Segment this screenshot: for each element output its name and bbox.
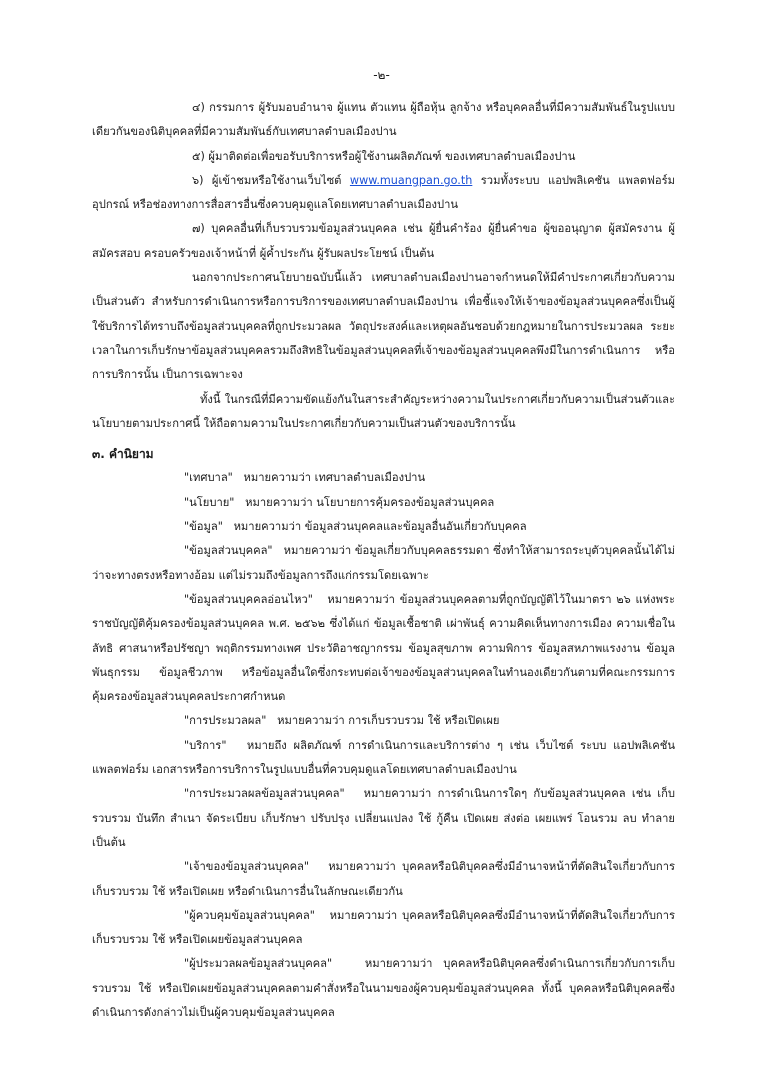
section-heading-definitions: ๓. คำนิยาม <box>92 447 154 462</box>
definition-item <box>92 782 675 855</box>
definition-item <box>92 904 675 953</box>
definition-text: หมายความว่า ข้อมูลส่วนบุคคลตามที่ถูกบัญญัติไว้ในมาตรา ๒๖ แห่งพระราชบัญญัติคุ้มครองข้อมูลส่วนบุคคล พ.ศ. ๒๕๖๒ ซึ่งได้แก่ ข้อมูลเชื้อชาติ เผ่าพันธุ์ ความคิดเห็นทางการเมือง ความเชื่อในลัทธิ ศาสนาหรือปรัชญา พฤติกรรมทางเพศ ประวัติอาชญากรรม ข้อมูลสุขภาพ ความพิการ ข้อมูลสหภาพแรงงาน ข้อมูลพันธุกรรม ข้อมูลชีวภาพ หรือข้อมูลอื่นใดซึ่งกระทบต่อเจ้าของข้อมูลส่วนบุคคลในทำนองเดียวกันตามที่คณะกรรมการคุ้มครองข้อมูลส่วนบุคคลประกาศกำหนด <box>92 592 675 704</box>
definition-text: หมายความว่า บุคคลหรือนิติบุคคลซึ่งมีอำนาจหน้าที่ตัดสินใจเกี่ยวกับการเก็บรวบรวม ใช้ หรือเปิดเผยข้อมูลส่วนบุคคล <box>92 908 675 947</box>
definition-term: "นโยบาย" <box>184 495 235 509</box>
definition-term: "ผู้ประมวลผลข้อมูลส่วนบุคคล" <box>184 957 333 971</box>
definition-term: "เจ้าของข้อมูลส่วนบุคคล" <box>184 860 310 874</box>
definition-item <box>92 491 675 515</box>
definition-term: "การประมวลผลข้อมูลส่วนบุคคล" <box>184 787 345 801</box>
website-link[interactable]: www.muangpan.go.th <box>349 173 473 187</box>
definition-text: หมายความว่า การเก็บรวบรวม ใช้ หรือเปิดเผย <box>277 714 500 728</box>
definition-item <box>92 539 675 588</box>
definition-item <box>92 734 675 783</box>
definition-text: หมายความว่า เทศบาลตำบลเมืองปาน <box>243 471 426 485</box>
definition-term: "บริการ" <box>184 738 227 752</box>
paragraph-privacy-notice: นอกจากประกาศนโยบายฉบับนี้แล้ว เทศบาลตำบลเมืองปานอาจกำหนดให้มีคำประกาศเกี่ยวกับความเป็นส่วนตัว สำหรับการดำเนินการหรือการบริการของเทศบาลตำบลเมืองปาน เพื่อชี้แจงให้เจ้าของข้อมูลส่วนบุคคลซึ่งเป็นผู้ใช้บริการได้ทราบถึงข้อมูลส่วนบุคคลที่ถูกประมวลผล วัตถุประสงค์และเหตุผลอันชอบด้วยกฎหมายในการประมวลผล ระยะเวลาในการเก็บรักษาข้อมูลส่วนบุคคลรวมถึงสิทธิในข้อมูลส่วนบุคคลที่เจ้าของข้อมูลส่วนบุคคลพึงมีในการดำเนินการ หรือการบริการนั้น เป็นการเฉพาะจง <box>92 271 675 382</box>
list-item-4: ๔) กรรมการ ผู้รับมอบอำนาจ ผู้แทน ตัวแทน ผู้ถือหุ้น ลูกจ้าง หรือบุคคลอื่นที่มีความสัมพันธ์ในรูปแบบเดียวกันของนิติบุคคลที่มีความสัมพันธ์กับเทศบาลตำบลเมืองปาน <box>92 101 675 139</box>
list-item-7: ๗) บุคคลอื่นที่เก็บรวบรวมข้อมูลส่วนบุคคล เช่น ผู้ยื่นคำร้อง ผู้ยื่นคำขอ ผู้ขออนุญาต ผู้สมัครงาน ผู้สมัครสอบ ครอบครัวของเจ้าหน้าที่ ผู้ค้ำประกัน ผู้รับผลประโยชน์ เป็นต้น <box>92 222 675 260</box>
definition-text: หมายความว่า ข้อมูลเกี่ยวกับบุคคลธรรมดา ซึ่งทำให้สามารถระบุตัวบุคคลนั้นได้ไม่ว่าจะทางตรงหรือทางอ้อม แต่ไม่รวมถึงข้อมูลการถึงแก่กรรมโดยเฉพาะ <box>92 544 675 582</box>
page-number: -๒- <box>373 68 390 82</box>
definition-item <box>92 855 675 904</box>
list-item-6-text-start: ๖) ผู้เข้าชมหรือใช้งานเว็บไซต์ <box>192 173 350 187</box>
definition-text: หมายความว่า การดำเนินการใดๆ กับข้อมูลส่วนบุคคล เช่น เก็บรวบรวม บันทึก สำเนา จัดระเบียบ เก็บรักษา ปรับปรุง เปลี่ยนแปลง ใช้ กู้คืน เปิดเผย ส่งต่อ เผยแพร่ โอนรวม ลบ ทำลาย เป็นต้น <box>92 787 676 849</box>
definition-term: "ข้อมูล" <box>184 520 223 534</box>
definition-item <box>92 515 675 539</box>
definition-text: หมายความว่า นโยบายการคุ้มครองข้อมูลส่วนบุคคล <box>245 495 495 509</box>
definition-term: "ข้อมูลส่วนบุคคล" <box>184 544 273 558</box>
definition-text: หมายความว่า ข้อมูลส่วนบุคคลและข้อมูลอื่นอันเกี่ยวกับบุคคล <box>233 520 527 534</box>
definition-term: "เทศบาล" <box>184 471 233 485</box>
list-item-6-text-end: รวมทั้งระบบ แอปพลิเคชัน แพลตฟอร์ม อุปกรณ์ หรือช่องทางการสื่อสารอื่นซึ่งควบคุมดูแลโดยเทศบาลตำบลเมืองปาน <box>92 173 675 212</box>
definition-item <box>92 588 675 709</box>
definition-text: หมายความว่า บุคคลหรือนิติบุคคลซึ่งมีอำนาจหน้าที่ตัดสินใจเกี่ยวกับการเก็บรวบรวม ใช้ หรือเปิดเผย หรือดำเนินการอื่นในลักษณะเดียวกัน <box>92 860 675 898</box>
definitions-list <box>92 466 675 1025</box>
definition-term: "ผู้ควบคุมข้อมูลส่วนบุคคล" <box>184 908 315 922</box>
definition-term: "ข้อมูลส่วนบุคคลอ่อนไหว" <box>184 592 313 606</box>
list-item-5: ๕) ผู้มาติดต่อเพื่อขอรับบริการหรือผู้ใช้งานผลิตภัณฑ์ ของเทศบาลตำบลเมืองปาน <box>192 149 576 163</box>
definition-item <box>92 952 675 1025</box>
definition-item <box>92 709 675 733</box>
paragraph-conflict-clause: ทั้งนี้ ในกรณีที่มีความขัดแย้งกันในสาระสำคัญระหว่างความในประกาศเกี่ยวกับความเป็นส่วนตัวและนโยบายตามประกาศนี้ ให้ถือตามความในประกาศเกี่ยวกับความเป็นส่วนตัวของบริการนั้น <box>92 392 675 430</box>
definition-text: หมายถึง ผลิตภัณฑ์ การดำเนินการและบริการต่าง ๆ เช่น เว็บไซต์ ระบบ แอปพลิเคชัน แพลตฟอร์ม เอกสารหรือการบริการในรูปแบบอื่นที่ควบคุมดูแลโดยเทศบาลตำบลเมืองปาน <box>92 738 675 777</box>
definition-item <box>92 466 675 490</box>
definition-term: "การประมวลผล" <box>184 714 267 728</box>
list-item-6 <box>92 169 675 218</box>
definition-text: หมายความว่า บุคคลหรือนิติบุคคลซึ่งดำเนินการเกี่ยวกับการเก็บรวบรวม ใช้ หรือเปิดเผยข้อมูลส่วนบุคคลตามคำสั่งหรือในนามของผู้ควบคุมข้อมูลส่วนบุคคล ทั้งนี้ บุคคลหรือนิติบุคคลซึ่งดำเนินการดังกล่าวไม่เป็นผู้ควบคุมข้อมูลส่วนบุคคล <box>92 957 676 1019</box>
document-body <box>92 96 675 1025</box>
